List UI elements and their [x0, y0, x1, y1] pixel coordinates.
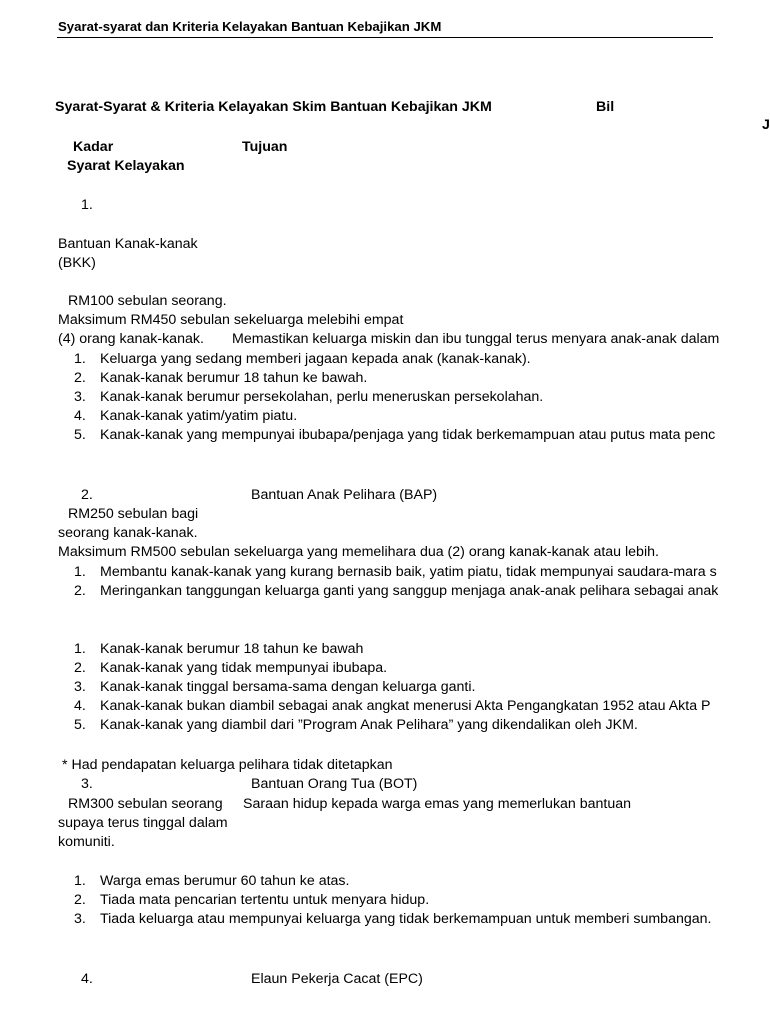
- column-kadar: Kadar: [73, 139, 114, 155]
- list-item: 4. Kanak-kanak bukan diambil sebagai anak angkat menerusi Akta Pengangkatan 1952 atau Akta P: [74, 698, 711, 714]
- list-item: 3. Tiada keluarga atau mempunyai keluarga yang tidak berkemampuan untuk memberi sumbangan.: [74, 911, 712, 927]
- list-item: 2. Meringankan tanggungan keluarga ganti yang sanggup menjaga anak-anak pelihara sebagai anak: [74, 583, 719, 599]
- list-item: 2. Tiada mata pencarian tertentu untuk menyara hidup.: [74, 892, 430, 908]
- section-3-tujuan-cont: supaya terus tinggal dalam: [58, 815, 228, 831]
- section-1-kadar: RM100 sebulan seorang.: [68, 293, 227, 309]
- column-tujuan: Tujuan: [242, 139, 288, 155]
- list-item: 3. Kanak-kanak berumur persekolahan, perlu meneruskan persekolahan.: [74, 389, 544, 405]
- edge-glyph: J: [762, 117, 770, 133]
- section-1-name: Bantuan Kanak-kanak: [58, 236, 198, 252]
- section-3-name: Bantuan Orang Tua (BOT): [251, 776, 418, 792]
- document-title: Syarat-Syarat & Kriteria Kelayakan Skim Bantuan Kebajikan JKM: [55, 99, 492, 115]
- section-1-tujuan: Memastikan keluarga miskin dan ibu tunggal terus menyara anak-anak dalam: [232, 331, 720, 347]
- list-item: 1. Kanak-kanak berumur 18 tahun ke bawah: [74, 641, 364, 657]
- column-syarat-kelayakan: Syarat Kelayakan: [67, 158, 185, 174]
- list-item: 3. Kanak-kanak tinggal bersama-sama dengan keluarga ganti.: [74, 679, 476, 695]
- section-1-name-abbr: (BKK): [58, 255, 96, 271]
- section-2-note: * Had pendapatan keluarga pelihara tidak ditetapkan: [62, 757, 393, 773]
- list-item: 1. Keluarga yang sedang memberi jagaan kepada anak (kanak-kanak).: [74, 351, 531, 367]
- section-1-kadar-max: Maksimum RM450 sebulan sekeluarga melebihi empat: [58, 312, 404, 328]
- list-item: 2. Kanak-kanak yang tidak mempunyai ibubapa.: [74, 660, 388, 676]
- section-2-kadar-cont: seorang kanak-kanak.: [58, 525, 198, 541]
- header-divider: [57, 37, 713, 38]
- running-header: Syarat-syarat dan Kriteria Kelayakan Bantuan Kebajikan JKM: [58, 19, 442, 34]
- list-item: 4. Kanak-kanak yatim/yatim piatu.: [74, 408, 298, 424]
- list-item: 5. Kanak-kanak yang mempunyai ibubapa/penjaga yang tidak berkemampuan atau putus mata penc: [74, 427, 716, 443]
- section-2-kadar: RM250 sebulan bagi: [68, 506, 199, 522]
- section-4-number: 4.: [81, 971, 93, 987]
- section-2-tujuan-list: [58, 563, 718, 601]
- column-bil: Bil: [596, 99, 615, 115]
- section-1-syarat-list: [58, 350, 715, 445]
- section-3-tujuan: Saraan hidup kepada warga emas yang memerlukan bantuan: [243, 796, 632, 812]
- section-3-tujuan-end: komuniti.: [58, 834, 115, 850]
- section-2-syarat-list: [58, 640, 710, 735]
- section-2-number: 2.: [81, 487, 93, 503]
- list-item: 1. Warga emas berumur 60 tahun ke atas.: [74, 873, 350, 889]
- section-3-syarat-list: [58, 872, 711, 929]
- list-item: 2. Kanak-kanak berumur 18 tahun ke bawah.: [74, 370, 368, 386]
- section-2-kadar-max: Maksimum RM500 sebulan sekeluarga yang memelihara dua (2) orang kanak-kanak atau lebih.: [58, 544, 659, 560]
- section-1-number: 1.: [81, 197, 93, 213]
- section-1-kadar-max-cont: (4) orang kanak-kanak.: [58, 331, 204, 347]
- section-3-number: 3.: [81, 776, 93, 792]
- list-item: 1. Membantu kanak-kanak yang kurang bernasib baik, yatim piatu, tidak mempunyai saudara-mara s: [74, 564, 717, 580]
- section-3-kadar: RM300 sebulan seorang: [68, 796, 223, 812]
- list-item: 5. Kanak-kanak yang diambil dari ”Program Anak Pelihara” yang dikendalikan oleh JKM.: [74, 717, 638, 733]
- section-2-name: Bantuan Anak Pelihara (BAP): [251, 487, 438, 503]
- section-4-name: Elaun Pekerja Cacat (EPC): [251, 971, 423, 987]
